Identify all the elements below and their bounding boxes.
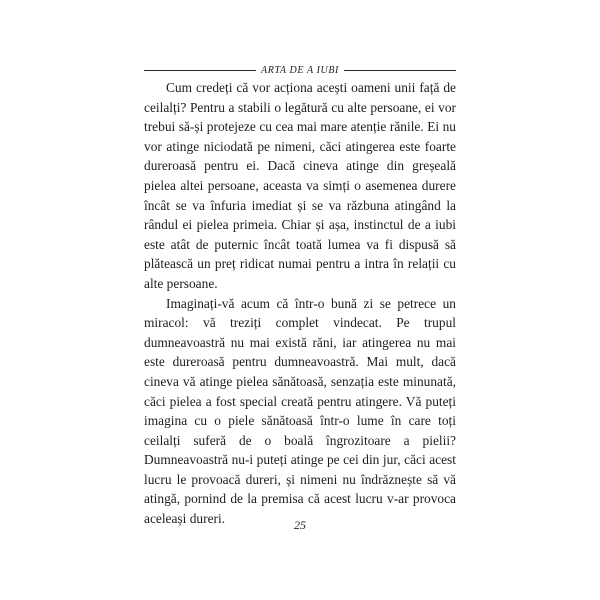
running-title: ARTA DE A IUBI <box>261 64 339 76</box>
header-rule-left <box>144 70 256 71</box>
paragraph-2: Imaginați-vă acum că într-o bună zi se petrece un miracol: vă treziți complet vindecat. Pe trupul dumneavoastră nu mai există răni, iar atingerea nu mai este dureroasă pentru dumneavoastră. Mai mult, dacă cineva vă atinge pielea sănătoasă, senzația este minunată, căci pielea a fost special creată pentru atingere. Vă puteți imagina cu o piele sănătoasă într-o lume în care toți ceilalți suferă de o boală îngrozitoare a pielii? Dumneavoastră nu-i puteți atinge pe cei din jur, căci acest lucru le provoacă dureri, și nimeni nu îndrăznește să vă atingă, pornind de la premisa că acest lucru v-ar provoca aceleași dureri. <box>144 295 456 527</box>
running-header <box>144 62 456 78</box>
paragraph-1: Cum credeți că vor acționa acești oameni unii față de ceilalți? Pentru a stabili o legătură cu alte persoane, ei vor trebui să-și protejeze cu cea mai mare atenție rănile. Ei nu vor atinge niciodată pe nimeni, căci atingerea este foarte dureroasă pentru ei. Dacă cineva atinge din greșeală pielea altei persoane, aceasta va simți o asemenea durere încât se va înfuria imediat și se va răzbuna atingând la rândul ei pielea primeia. Chiar și așa, instinctul de a iubi este atât de puternic încât toată lumea va fi dispusă să plătească un preț ridicat numai pentru a intra în relații cu alte persoane. <box>144 80 456 291</box>
header-rule-right <box>344 70 456 71</box>
body-text <box>144 78 456 529</box>
page-number: 25 <box>294 518 306 532</box>
